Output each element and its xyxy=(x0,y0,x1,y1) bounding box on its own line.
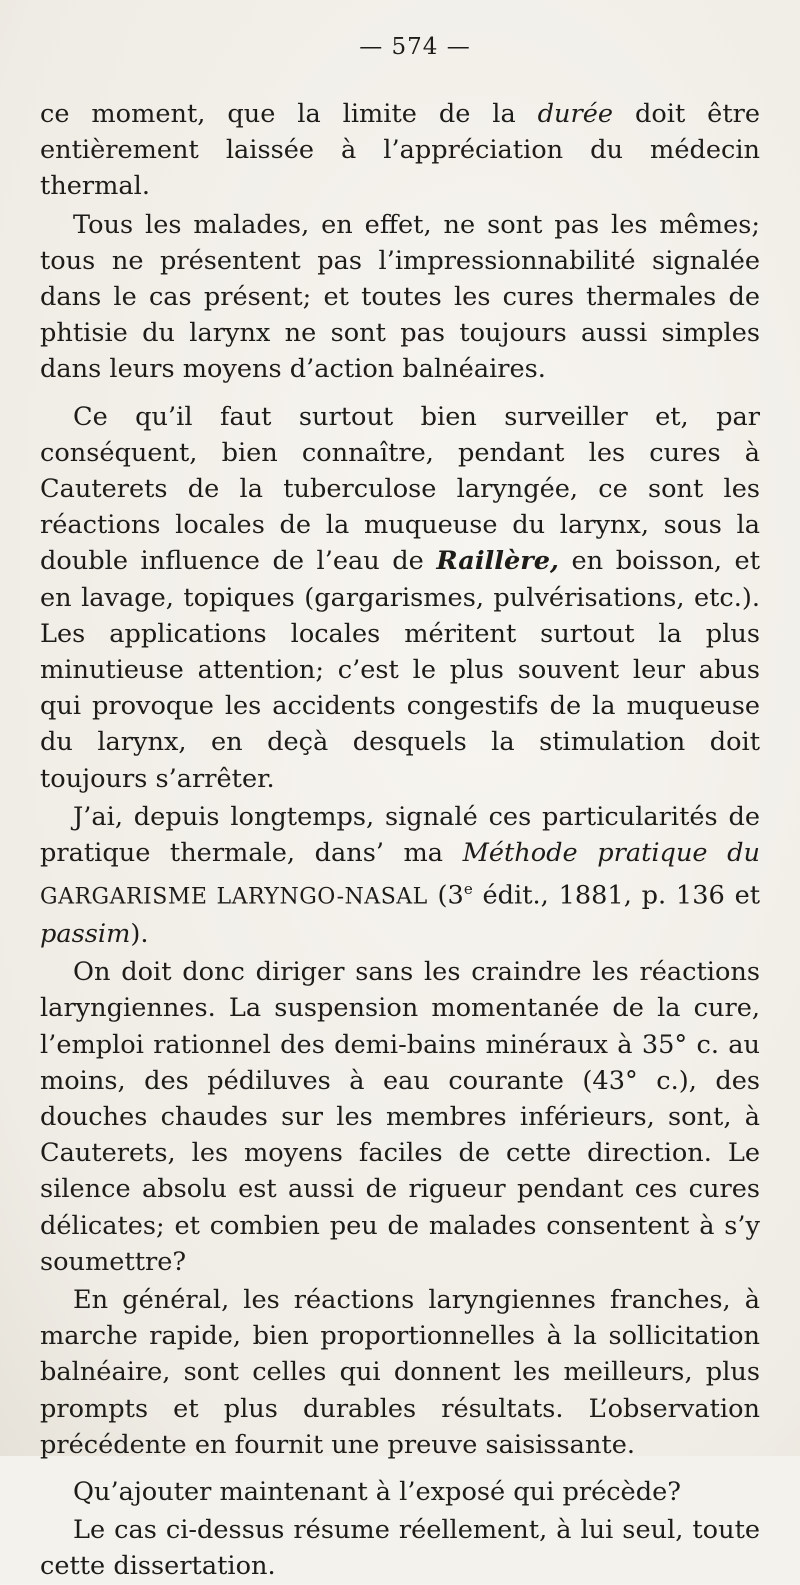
emphasis-passim: passim xyxy=(40,919,131,949)
emphasis-raillere: Raillère, xyxy=(436,546,559,577)
emphasis-duree: durée xyxy=(537,99,614,129)
paragraph-diriger-reactions: On doit donc diriger sans les craindre les réactions laryngiennes. La suspension momentanée de la cure, l’emploi rationnel des demi-bains minéraux à 35° c. au moins, des pédiluves à eau courante (43° c.), des douches chaudes sur les membres inférieurs, sont, à Cauterets, les moyens faciles de cette direction. Le silence absolu est aussi de rigueur pendant ces cures délicates; et combien peu de malades consentent à s’y soumettre? xyxy=(40,957,760,1277)
book-title-small-caps: GARGARISME LARYNGO-NASAL xyxy=(40,884,428,910)
page-number: — 574 — xyxy=(359,34,471,60)
paragraph-quajouter: Qu’ajouter maintenant à l’exposé qui précède? xyxy=(73,1477,681,1508)
paragraph-en-general: En général, les réactions laryngiennes franches, à marche rapide, bien proportionnelles à la sollicitation balnéaire, sont celles qui donnent les meilleurs, plus prompts et plus durables résultats. L’observation précédente en fournit une preuve saisissante. xyxy=(40,1285,760,1460)
body-text xyxy=(40,96,760,1585)
paragraph-conclusion: Le cas ci-dessus résume réellement, à lui seul, toute cette dissertation. xyxy=(40,1515,760,1582)
book-title-italic: Méthode pratique du xyxy=(462,838,760,869)
paragraph-reactions-locales: Ce qu’il faut surtout bien surveiller et, par conséquent, bien connaître, pendant les cures à Cauterets de la tuberculose laryngée, ce sont les réactions locales de la muqueuse du larynx, sous la double influence de l’eau de Raillère, en boisson, et en lavage, topiques (gargarismes, pulvérisations, etc.). Les applications locales méritent surtout la plus minutieuse attention; c’est le plus souvent leur abus qui provoque les accidents congestifs de la muqueuse du larynx, en deçà desquels la stimulation doit toujours s’arrêter. xyxy=(40,401,760,794)
edition-superscript: e xyxy=(463,880,473,899)
paragraph-malades: Tous les malades, en effet, ne sont pas les mêmes; tous ne présentent pas l’impressionnabilité signalée dans le cas présent; et toutes les cures thermales de phtisie du larynx ne sont pas toujours aussi simples dans leurs moyens d’action balnéaires. xyxy=(40,209,760,385)
paragraph-methode-pratique: J’ai, depuis longtemps, signalé ces particularités de pratique thermale, dans’ ma Méthode pratique du GARGARISME LARYNGO-NASAL (3e édit., 1881, p. 136 et passim). xyxy=(40,801,760,949)
paragraph-continuation: ce moment, que la limite de la durée doit être entièrement laissée à l’appréciation du médecin thermal. xyxy=(40,99,760,202)
